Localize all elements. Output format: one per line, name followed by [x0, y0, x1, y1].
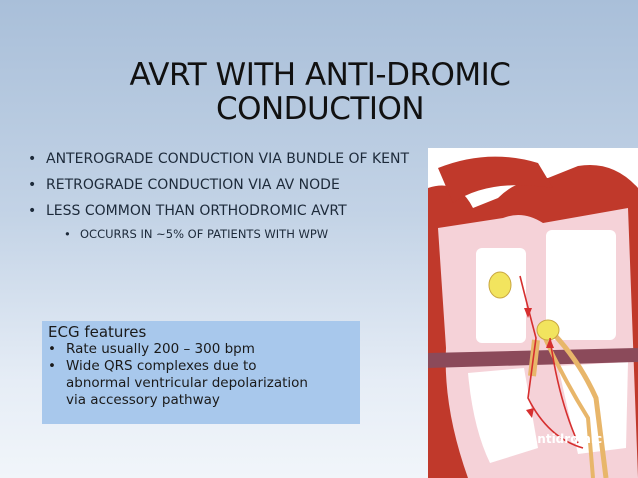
bullet-glyph: •	[28, 151, 37, 167]
ecg-item	[48, 358, 354, 375]
ecg-item-continuation: via accessory pathway	[66, 392, 220, 408]
ecg-heading: ECG features	[48, 323, 147, 341]
bullet-item	[26, 176, 426, 195]
ecg-item-continuation: abnormal ventricular depolarization	[66, 375, 308, 391]
bullet-item	[26, 150, 426, 169]
ecg-features-box	[42, 321, 360, 424]
bullet-glyph: •	[48, 341, 56, 357]
bullet-glyph: •	[28, 177, 37, 193]
av-node	[537, 320, 559, 340]
bullet-glyph: •	[48, 358, 56, 374]
bullet-glyph: •	[64, 227, 71, 241]
title-line-1: AVRT WITH ANTI-DROMIC	[129, 57, 511, 93]
sa-node	[489, 272, 511, 298]
sub-bullet-item	[26, 226, 426, 242]
ecg-item-text: Wide QRS complexes due to	[66, 358, 257, 374]
ecg-item-text: Rate usually 200 – 300 bpm	[66, 341, 255, 357]
sub-bullet-text: OCCURRS IN ~5% OF PATIENTS WITH WPW	[80, 227, 329, 241]
slide-title	[60, 58, 580, 126]
ecg-item	[48, 341, 354, 358]
diagram-label: Antidromic	[528, 432, 603, 446]
bullet-text: LESS COMMON THAN ORTHODROMIC AVRT	[46, 203, 347, 219]
bullet-text: RETROGRADE CONDUCTION VIA AV NODE	[46, 177, 340, 193]
bullet-list	[26, 150, 426, 249]
heart-conduction-diagram	[428, 148, 638, 478]
bullet-text: ANTEROGRADE CONDUCTION VIA BUNDLE OF KENT	[46, 151, 410, 167]
title-line-2: CONDUCTION	[215, 91, 425, 127]
bullet-glyph: •	[28, 203, 37, 219]
bullet-item	[26, 202, 426, 221]
